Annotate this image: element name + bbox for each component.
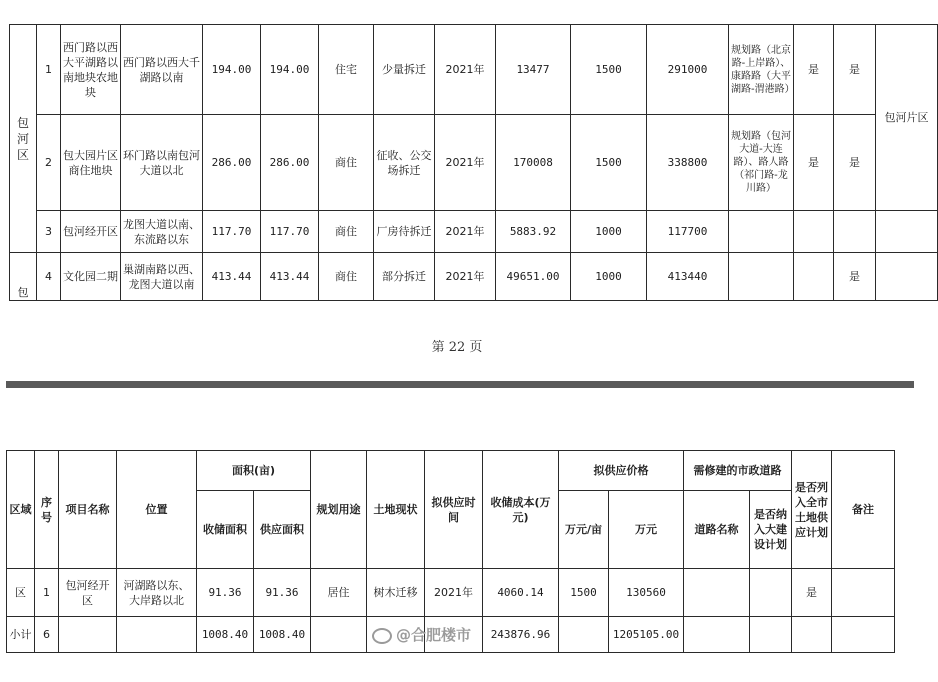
note-cell (876, 253, 938, 301)
header-plan-flag: 是否列入全市土地供应计划 (792, 451, 832, 569)
status-cell: 厂房待拆迁 (374, 211, 435, 253)
cost-cell: 13477 (496, 25, 571, 115)
status-cell: 树木迁移 (367, 569, 425, 617)
area-supply-cell: 194.00 (261, 25, 319, 115)
header-use: 规划用途 (311, 451, 367, 569)
page1-table (9, 24, 938, 301)
page-number: 第 22 页 (431, 340, 483, 355)
subtotal-seq: 6 (35, 617, 59, 653)
subtotal-area-supply: 1008.40 (254, 617, 311, 653)
use-cell: 商住 (319, 211, 374, 253)
subtotal-area-acq: 1008.40 (197, 617, 254, 653)
table-row (7, 569, 895, 617)
location-cell: 环门路以南包河大道以北 (121, 115, 203, 211)
plan-flag-cell: 是 (792, 569, 832, 617)
road-cell (729, 211, 794, 253)
area-acq-cell: 286.00 (203, 115, 261, 211)
subtotal-price-total: 1205105.00 (609, 617, 684, 653)
price-unit-cell: 1000 (571, 211, 647, 253)
area-acq-cell: 194.00 (203, 25, 261, 115)
time-cell: 2021年 (435, 115, 496, 211)
use-cell: 居住 (311, 569, 367, 617)
table-header-row (7, 451, 895, 491)
watermark (372, 624, 471, 645)
header-price-total: 万元 (609, 491, 684, 569)
road-flag-cell (750, 569, 792, 617)
price-unit-cell: 1500 (571, 115, 647, 211)
road-cell: 规划路（北京路-上岸路）、康路路（大平湖路-渭港路） (729, 25, 794, 115)
district-cell: 包 (10, 253, 37, 301)
watermark-text: @合肥楼市 (396, 626, 472, 644)
location-cell: 河湖路以东、大岸路以北 (117, 569, 197, 617)
location-cell: 巢湖南路以西、龙图大道以南 (121, 253, 203, 301)
seq-cell: 2 (37, 115, 61, 211)
district-cell: 包河区 (10, 25, 37, 253)
price-unit-cell: 1500 (571, 25, 647, 115)
cost-cell: 5883.92 (496, 211, 571, 253)
cost-cell: 4060.14 (483, 569, 559, 617)
seq-cell: 4 (37, 253, 61, 301)
header-status: 土地现状 (367, 451, 425, 569)
header-location: 位置 (117, 451, 197, 569)
area-acq-cell: 117.70 (203, 211, 261, 253)
price-unit-cell: 1000 (571, 253, 647, 301)
area-supply-cell: 413.44 (261, 253, 319, 301)
header-road-group: 需修建的市政道路 (684, 451, 792, 491)
location-cell: 西门路以西大千湖路以南 (121, 25, 203, 115)
header-note: 备注 (832, 451, 895, 569)
location-cell: 龙图大道以南、东流路以东 (121, 211, 203, 253)
cost-cell: 170008 (496, 115, 571, 211)
time-cell: 2021年 (435, 25, 496, 115)
area-supply-cell: 286.00 (261, 115, 319, 211)
seq-cell: 3 (37, 211, 61, 253)
plan-flag-cell: 是 (834, 253, 876, 301)
price-total-cell: 117700 (647, 211, 729, 253)
header-time: 拟供应时间 (425, 451, 483, 569)
table-row (10, 253, 938, 301)
price-total-cell: 291000 (647, 25, 729, 115)
table-row (10, 211, 938, 253)
road-flag-cell (794, 253, 834, 301)
page-separator (6, 381, 914, 388)
price-total-cell: 413440 (647, 253, 729, 301)
price-total-cell: 338800 (647, 115, 729, 211)
area-supply-cell: 117.70 (261, 211, 319, 253)
project-name-cell: 西门路以西大平湖路以南地块农地块 (61, 25, 121, 115)
table-row (10, 115, 938, 211)
header-price-unit: 万元/亩 (559, 491, 609, 569)
project-name-cell: 包大园片区商住地块 (61, 115, 121, 211)
subtotal-label: 小计 (7, 617, 35, 653)
header-area-group: 面积(亩) (197, 451, 311, 491)
price-total-cell: 130560 (609, 569, 684, 617)
project-name-cell: 文化园二期 (61, 253, 121, 301)
page2-table (6, 450, 895, 653)
weibo-icon (372, 628, 392, 644)
use-cell: 商住 (319, 115, 374, 211)
road-cell: 规划路（包河大道-大连路）、路人路（祁门路-龙川路） (729, 115, 794, 211)
road-flag-cell: 是 (794, 115, 834, 211)
plan-flag-cell: 是 (834, 25, 876, 115)
header-area-supply: 供应面积 (254, 491, 311, 569)
area-supply-cell: 91.36 (254, 569, 311, 617)
price-unit-cell: 1500 (559, 569, 609, 617)
seq-cell: 1 (35, 569, 59, 617)
time-cell: 2021年 (435, 211, 496, 253)
use-cell: 商住 (319, 253, 374, 301)
use-cell: 住宅 (319, 25, 374, 115)
header-area-acq: 收储面积 (197, 491, 254, 569)
header-seq: 序号 (35, 451, 59, 569)
note-cell: 包河片区 (876, 25, 938, 211)
road-flag-cell (794, 211, 834, 253)
seq-cell: 1 (37, 25, 61, 115)
cost-cell: 49651.00 (496, 253, 571, 301)
note-cell (832, 569, 895, 617)
status-cell: 部分拆迁 (374, 253, 435, 301)
area-acq-cell: 413.44 (203, 253, 261, 301)
subtotal-cost: 243876.96 (483, 617, 559, 653)
header-project-name: 项目名称 (59, 451, 117, 569)
area-acq-cell: 91.36 (197, 569, 254, 617)
status-cell: 少量拆迁 (374, 25, 435, 115)
plan-flag-cell (834, 211, 876, 253)
project-name-cell: 包河经开区 (61, 211, 121, 253)
district-cell: 区 (7, 569, 35, 617)
header-cost: 收储成本(万元) (483, 451, 559, 569)
table-row (10, 25, 938, 115)
plan-flag-cell: 是 (834, 115, 876, 211)
header-price-group: 拟供应价格 (559, 451, 684, 491)
header-road-flag: 是否纳入大建设计划 (750, 491, 792, 569)
status-cell: 征收、公交场拆迁 (374, 115, 435, 211)
header-district: 区域 (7, 451, 35, 569)
road-cell (729, 253, 794, 301)
header-road-name: 道路名称 (684, 491, 750, 569)
time-cell: 2021年 (435, 253, 496, 301)
road-name-cell (684, 569, 750, 617)
road-flag-cell: 是 (794, 25, 834, 115)
project-name-cell: 包河经开区 (59, 569, 117, 617)
note-cell (876, 211, 938, 253)
time-cell: 2021年 (425, 569, 483, 617)
